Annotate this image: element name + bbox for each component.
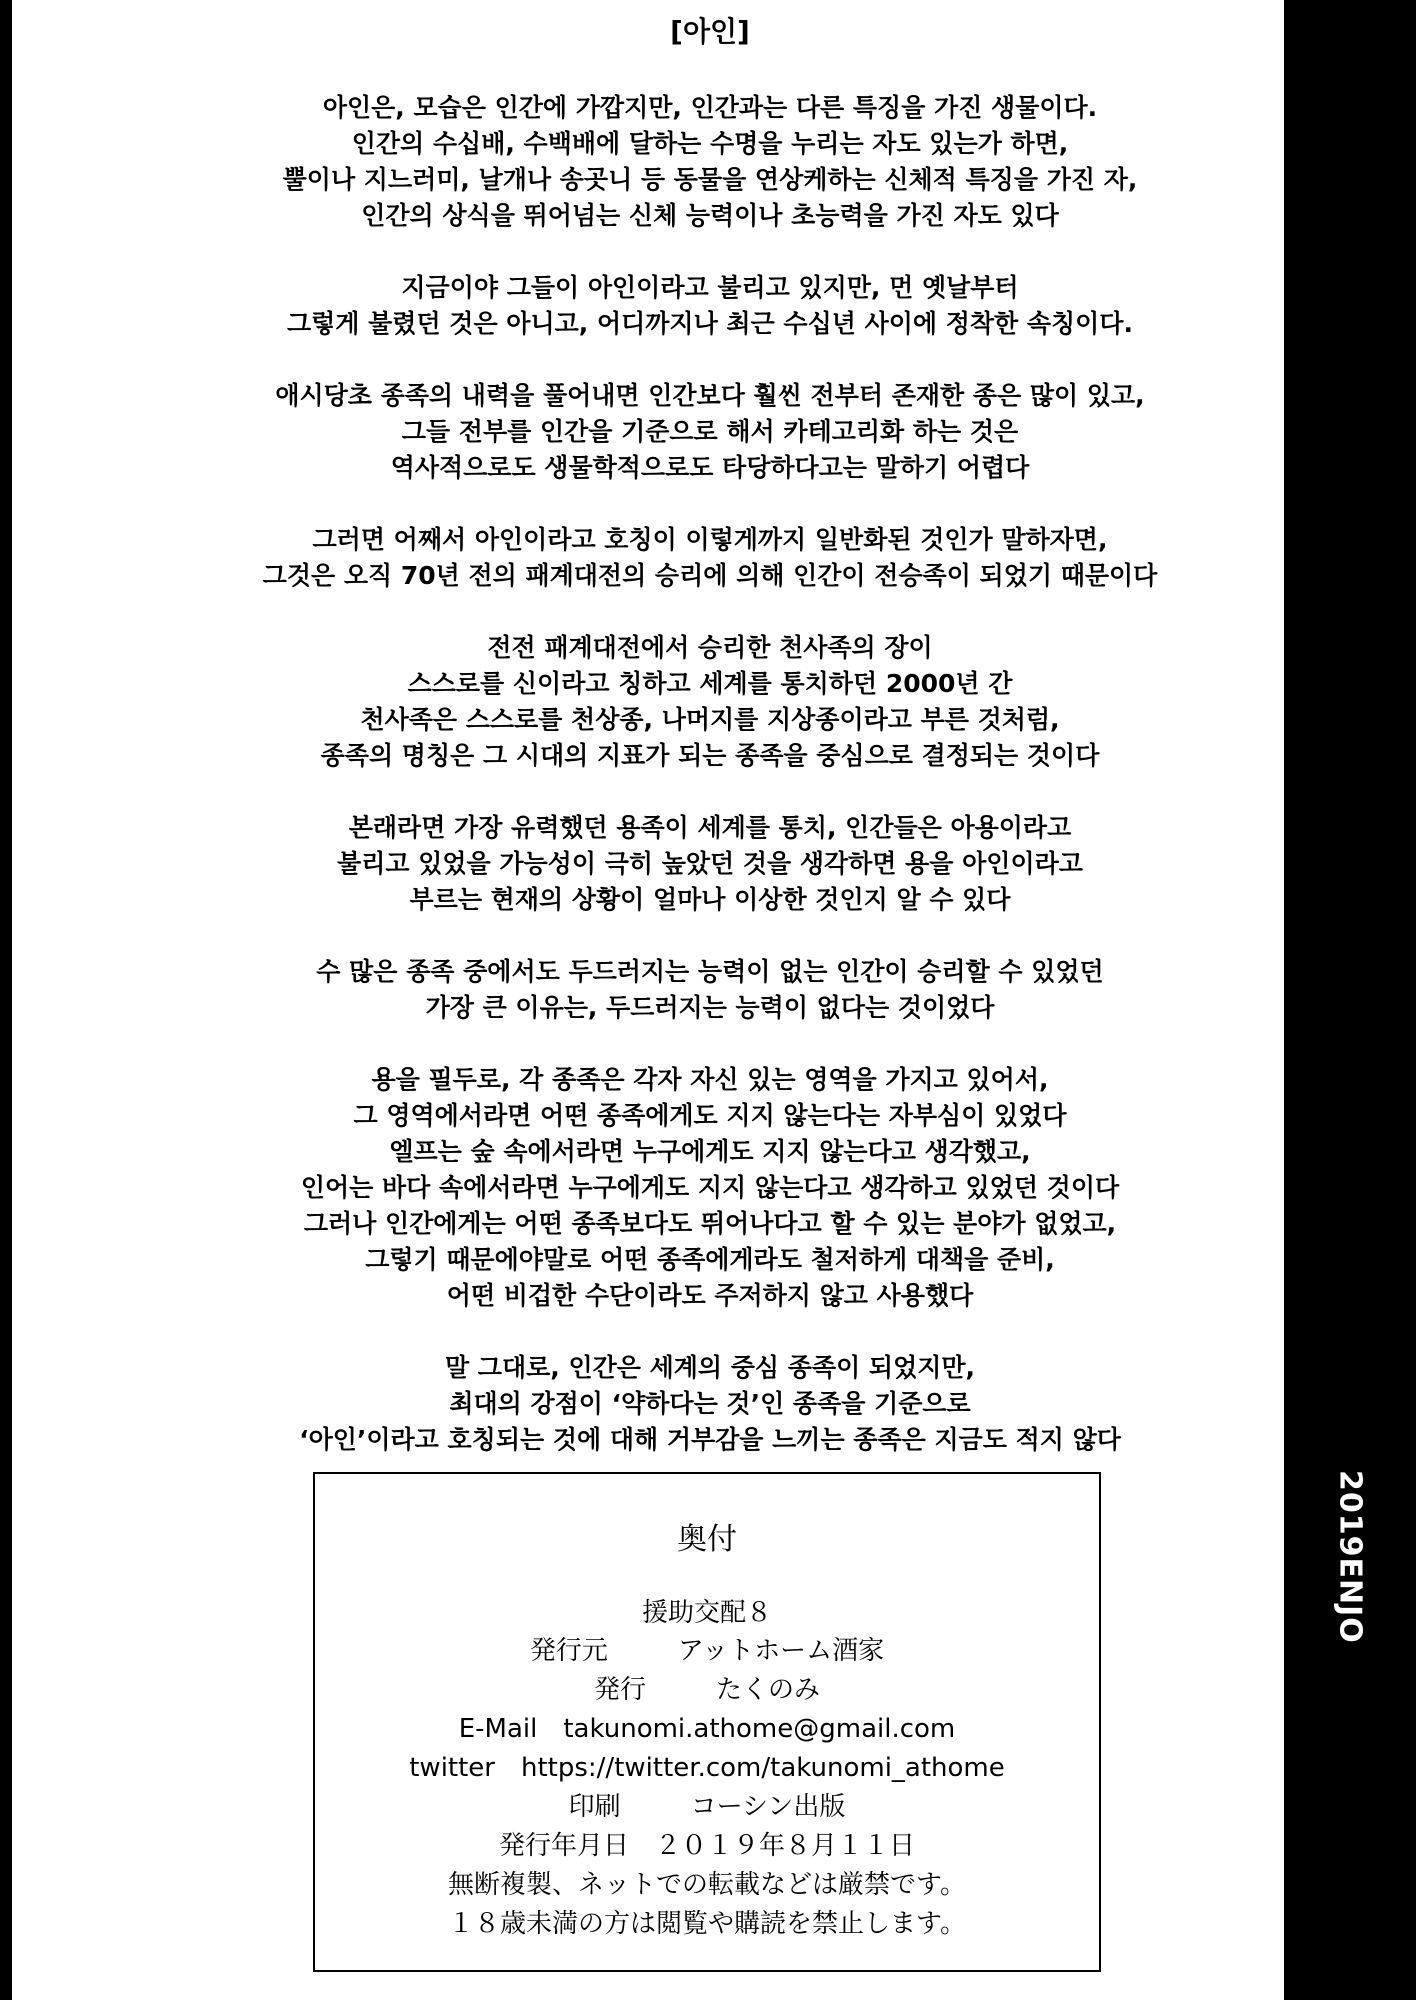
text-line: 그렇게 불렸던 것은 아니고, 어디까지나 최근 수십년 사이에 정착한 속칭이다. [287, 309, 1133, 338]
paragraph-4 [150, 522, 1270, 594]
publisher-value: アットホーム酒家 [677, 1636, 885, 1666]
text-line: 어떤 비겁한 수단이라도 주저하지 않고 사용했다 [446, 1281, 974, 1310]
text-line: ‘아인’이라고 호칭되는 것에 대해 거부감을 느끼는 종족은 지금도 적지 않다 [299, 1425, 1121, 1454]
twitter-row [315, 1749, 1099, 1788]
date-label: 発行年月日 [498, 1831, 629, 1861]
text-line: 그 영역에서라면 어떤 종족에게도 지지 않는다는 자부심이 있었다 [353, 1101, 1067, 1130]
text-line: 뿔이나 지느러미, 날개나 송곳니 등 동물을 연상케하는 신체적 특징을 가진 자, [282, 165, 1138, 194]
email-value: takunomi.athome@gmail.com [563, 1714, 956, 1744]
text-line: 인간의 상식을 뛰어넘는 신체 능력이나 초능력을 가진 자도 있다 [361, 201, 1059, 230]
sidebar-credit: 2019ENJO [1332, 1470, 1368, 1644]
text-line: 인간의 수십배, 수백배에 달하는 수명을 누리는 자도 있는가 하면, [351, 129, 1069, 158]
twitter-value: https://twitter.com/takunomi_athome [521, 1753, 1005, 1783]
text-line: 지금이야 그들이 아인이라고 불리고 있지만, 먼 옛날부터 [401, 273, 1019, 302]
text-line: 그러면 어째서 아인이라고 호칭이 이렇게까지 일반화된 것인가 말하자면, [312, 525, 1108, 554]
printer-row [315, 1788, 1099, 1827]
text-line: 그렇기 때문에야말로 어떤 종족에게라도 철저하게 대책을 준비, [365, 1245, 1055, 1274]
issuer-row [315, 1671, 1099, 1710]
date-value: ２０１９年８月１１日 [655, 1831, 916, 1861]
paragraph-1 [150, 90, 1270, 234]
article-body [150, 10, 1270, 1494]
notice-reproduction: 無断複製、ネットでの転載などは厳禁です。 [448, 1870, 966, 1900]
issuer-label: 発行 [593, 1675, 646, 1705]
text-line: 그것은 오직 70년 전의 패계대전의 승리에 의해 인간이 전승족이 되었기 때문이다 [262, 561, 1158, 590]
colophon-title: 奥付 [677, 1522, 737, 1557]
work-title: 援助交配８ [641, 1598, 772, 1628]
email-row [315, 1710, 1099, 1749]
text-line: 그들 전부를 인간을 기준으로 해서 카테고리화 하는 것은 [401, 417, 1019, 446]
paragraph-9 [150, 1350, 1270, 1458]
text-line: 엘프는 숲 속에서라면 누구에게도 지지 않는다고 생각했고, [389, 1137, 1031, 1166]
date-row [315, 1827, 1099, 1866]
text-line: 종족의 명칭은 그 시대의 지표가 되는 종족을 중심으로 결정되는 것이다 [320, 741, 1100, 770]
publisher-row [315, 1632, 1099, 1671]
text-line: 전전 패계대전에서 승리한 천사족의 장이 [487, 633, 933, 662]
paragraph-7 [150, 954, 1270, 1026]
text-line: 스스로를 신이라고 칭하고 세계를 통치하던 2000년 간 [407, 669, 1013, 698]
paragraph-8 [150, 1062, 1270, 1314]
text-line: 불리고 있었을 가능성이 극히 높았던 것을 생각하면 용을 아인이라고 [337, 849, 1083, 878]
left-page-edge [0, 0, 12, 2000]
text-line: 본래라면 가장 유력했던 용족이 세계를 통치, 인간들은 아용이라고 [348, 813, 1072, 842]
text-line: 용을 필두로, 각 종족은 각자 자신 있는 영역을 가지고 있어서, [371, 1065, 1049, 1094]
text-line: 그러나 인간에게는 어떤 종족보다도 뛰어나다고 할 수 있는 분야가 없었고, [303, 1209, 1117, 1238]
paragraph-6 [150, 810, 1270, 918]
text-line: 부르는 현재의 상황이 얼마나 이상한 것인지 알 수 있다 [409, 885, 1011, 914]
twitter-label: twitter [409, 1753, 495, 1783]
paragraph-3 [150, 378, 1270, 486]
text-line: 최대의 강점이 ‘약하다는 것’인 종족을 기준으로 [449, 1389, 971, 1418]
text-line: 아인은, 모습은 인간에 가깝지만, 인간과는 다른 특징을 가진 생물이다. [322, 93, 1098, 122]
printer-label: 印刷 [568, 1792, 621, 1822]
text-line: 역사적으로도 생물학적으로도 타당하다고는 말하기 어렵다 [390, 453, 1030, 482]
text-line: 말 그대로, 인간은 세계의 중심 종족이 되었지만, [444, 1353, 976, 1382]
article-title: [아인] [670, 15, 750, 48]
issuer-value: たくのみ [716, 1675, 821, 1705]
paragraph-5 [150, 630, 1270, 774]
text-line: 가장 큰 이유는, 두드러지는 능력이 없다는 것이었다 [425, 993, 995, 1022]
text-line: 천사족은 스스로를 천상종, 나머지를 지상종이라고 부른 것처럼, [360, 705, 1060, 734]
email-label: E-Mail [458, 1714, 538, 1744]
notice-age-restriction: １８歳未満の方は閲覧や購読を禁止します。 [448, 1909, 966, 1939]
text-line: 인어는 바다 속에서라면 누구에게도 지지 않는다고 생각하고 있었던 것이다 [300, 1173, 1120, 1202]
text-line: 수 많은 종족 중에서도 두드러지는 능력이 없는 인간이 승리할 수 있었던 [316, 957, 1104, 986]
publisher-label: 発行元 [529, 1636, 608, 1666]
printer-value: コーシン出版 [690, 1792, 846, 1822]
text-line: 애시당초 종족의 내력을 풀어내면 인간보다 훨씬 전부터 존재한 종은 많이 있고, [275, 381, 1145, 410]
paragraph-2 [150, 270, 1270, 342]
colophon-box [313, 1472, 1101, 1972]
